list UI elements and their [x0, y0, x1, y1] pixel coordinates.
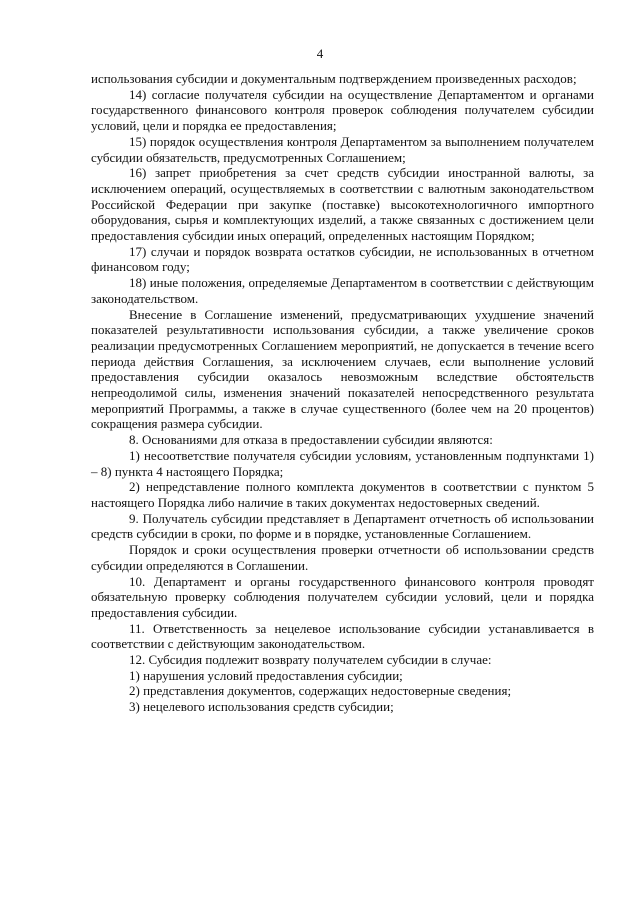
- paragraph: 17) случаи и порядок возврата остатков субсидии, не использованных в отчетном финансовом году;: [91, 243, 594, 275]
- paragraph: 3) нецелевого использования средств субсидии;: [129, 699, 394, 715]
- page-number: 4: [316, 46, 324, 61]
- paragraph: 2) непредставление полного комплекта документов в соответствии с пунктом 5 настоящего Порядка либо наличие в таких документах недостоверных сведений.: [91, 479, 594, 510]
- paragraph: 11. Ответственность за нецелевое использование субсидии устанавливается в соответствии с действующим законодательством.: [91, 620, 594, 652]
- paragraph: 14) согласие получателя субсидии на осуществление Департаментом и органами государственного финансового контроля проверок соблюдения получателем субсидии условий, цели и порядка ее предоставления;: [91, 86, 594, 134]
- paragraph: Порядок и сроки осуществления проверки отчетности об использовании средств субсидии определяются в Соглашении.: [91, 542, 594, 573]
- paragraph: 2) представления документов, содержащих недостоверные сведения;: [129, 683, 512, 699]
- paragraph: 18) иные положения, определяемые Департаментом в соответствии с действующим законодательством.: [91, 275, 594, 306]
- document-body: [91, 71, 594, 715]
- paragraph: Внесение в Соглашение изменений, предусматривающих ухудшение значений показателей результативности использования субсидии, а также увеличение сроков реализации предусмотренных Соглашением мероприятий, не допускается в течение всего периода действия Соглашения, за исключением случаев, если выполнение условий предоставления субсидии оказалось невозможным вследствие обстоятельств непреодолимой силы, изменения значений показателей непосредственного результата мероприятий Программы, а также в случае существенного (более чем на 20 процентов) сокращения размера субсидии.: [91, 306, 594, 432]
- paragraph: 1) нарушения условий предоставления субсидии;: [129, 667, 403, 683]
- paragraph: 9. Получатель субсидии представляет в Департамент отчетность об использовании средств субсидии в сроки, по форме и в порядке, установленные Соглашением.: [91, 510, 594, 542]
- paragraph: 8. Основаниями для отказа в предоставлении субсидии являются:: [129, 432, 493, 448]
- paragraph: 1) несоответствие получателя субсидии условиям, установленным подпунктами 1) – 8) пункта 4 настоящего Порядка;: [91, 447, 594, 479]
- paragraph: 15) порядок осуществления контроля Департаментом за выполнением получателем субсидии обязательств, предусмотренных Соглашением;: [91, 133, 594, 165]
- paragraph: 10. Департамент и органы государственного финансового контроля проводят обязательную проверку соблюдения получателем субсидии условий, цели и порядка предоставления субсидии.: [91, 573, 594, 620]
- paragraph: 16) запрет приобретения за счет средств субсидии иностранной валюты, за исключением операций, осуществляемых в соответствии с валютным законодательством Российской Федерации при закупке (поставке) высокотехнологичного импортного оборудования, сырья и комплектующих изделий, а также связанных с достижением цели предоставления субсидии иных операций, определенных настоящим Порядком;: [91, 165, 594, 244]
- paragraph: 12. Субсидия подлежит возврату получателем субсидии в случае:: [129, 652, 492, 668]
- paragraph: использования субсидии и документальным подтверждением произведенных расходов;: [91, 71, 577, 86]
